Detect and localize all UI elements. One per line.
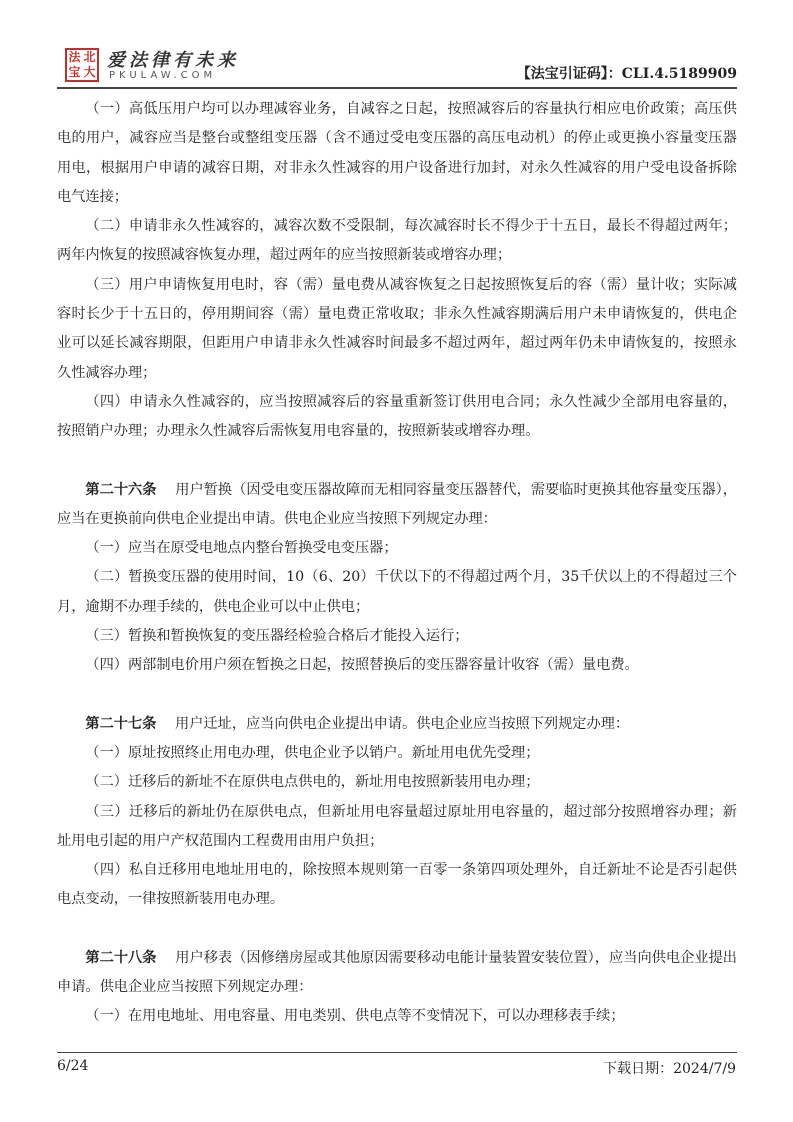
citation-code: 【法宝引证码】：CLI.4.5189909 bbox=[516, 66, 737, 82]
paragraph-text: 用户移表（因修缮房屋或其他原因需要移动电能计量装置安装位置），应当向供电企业提出申请。供电企业应当按照下列规定办理： bbox=[57, 949, 737, 996]
clause-paragraph bbox=[57, 768, 737, 797]
header-divider bbox=[57, 87, 737, 89]
page-number: 6/24 bbox=[57, 1058, 89, 1074]
clause-paragraph bbox=[57, 1002, 737, 1031]
paragraph-text: （二）迁移后的新址不在原供电点供电的，新址用电按照新装用电办理； bbox=[85, 774, 540, 791]
clause-paragraph bbox=[57, 651, 737, 680]
clause-paragraph bbox=[57, 212, 737, 271]
clause-paragraph bbox=[57, 622, 737, 651]
logo-url[interactable]: PKULAW.COM bbox=[109, 70, 217, 81]
paragraph-gap bbox=[57, 447, 737, 476]
logo-slogan: 爱法律有未来 bbox=[107, 50, 239, 71]
article-number: 第二十七条 bbox=[85, 715, 157, 732]
paragraph-text: （三）用户申请恢复用电时，容（需）量电费从减容恢复之日起按照恢复后的容（需）量计收；实际减容时长少于十五日的，停用期间容（需）量电费正常收取；非永久性减容期满后用户未申请恢复的，供电企业可以延长减容期限，但距用户申请非永久性减容时间最多不超过两年，超过两年仍未申请恢复的，按照永久性减容办理； bbox=[57, 276, 737, 381]
paragraph-text: （三）迁移后的新址仍在原供电点，但新址用电容量超过原址用电容量的，超过部分按照增容办理；新址用电引起的用户产权范围内工程费用由用户负担； bbox=[57, 803, 737, 849]
paragraph-gap bbox=[57, 681, 737, 710]
paragraph-text: 用户暂换（因受电变压器故障而无相同容量变压器替代，需要临时更换其他容量变压器），应当在更换前向供电企业提出申请。供电企业应当按照下列规定办理： bbox=[57, 481, 737, 527]
paragraph-text: （一）原址按照终止用电办理，供电企业予以销户。新址用电优先受理； bbox=[85, 744, 540, 761]
article-number: 第二十六条 bbox=[85, 481, 157, 498]
clause-paragraph bbox=[57, 798, 737, 857]
clause-paragraph bbox=[57, 271, 737, 388]
article-paragraph bbox=[57, 944, 737, 1003]
download-date: 下载日期：2024/7/9 bbox=[603, 1061, 736, 1077]
clause-paragraph bbox=[57, 95, 737, 212]
logo-char: 北 bbox=[83, 50, 96, 64]
article-paragraph bbox=[57, 476, 737, 535]
article-paragraph bbox=[57, 710, 737, 739]
clause-paragraph bbox=[57, 739, 737, 768]
pkulaw-seal-logo[interactable] bbox=[65, 48, 99, 82]
paragraph-text: （一）高低压用户均可以办理减容业务，自减容之日起，按照减容后的容量执行相应电价政策；高压供电的用户，减容应当是整台或整组变压器（含不通过受电变压器的高压电动机）的停止或更换小容量变压器用电，根据用户申请的减容日期，对非永久性减容的用户设备进行加封，对永久性减容的用户受电设备拆除电气连接； bbox=[57, 101, 737, 205]
logo-char: 大 bbox=[83, 65, 96, 79]
article-number: 第二十八条 bbox=[85, 949, 157, 966]
footer-divider bbox=[57, 1052, 737, 1053]
paragraph-gap bbox=[57, 915, 737, 944]
logo-char: 宝 bbox=[68, 65, 81, 79]
paragraph-text: （三）暂换和暂换恢复的变压器经检验合格后才能投入运行； bbox=[85, 628, 469, 645]
clause-paragraph bbox=[57, 534, 737, 563]
page-header bbox=[57, 40, 737, 86]
clause-paragraph bbox=[57, 856, 737, 915]
paragraph-text: 用户迁址，应当向供电企业提出申请。供电企业应当按照下列规定办理： bbox=[175, 715, 630, 732]
clause-paragraph bbox=[57, 563, 737, 622]
document-body bbox=[57, 95, 737, 1032]
logo-char: 法 bbox=[68, 50, 81, 64]
paragraph-text: （二）暂换变压器的使用时间，10（6、20）千伏以下的不得超过两个月，35千伏以上的不得超过三个月，逾期不办理手续的，供电企业可以中止供电； bbox=[57, 569, 737, 615]
paragraph-text: （四）两部制电价用户须在暂换之日起，按照替换后的变压器容量计收容（需）量电费。 bbox=[85, 657, 639, 674]
paragraph-text: （一）应当在原受电地点内整台暂换受电变压器； bbox=[85, 540, 398, 557]
paragraph-text: （四）私自迁移用电地址用电的，除按照本规则第一百零一条第四项处理外，自迁新址不论是否引起供电点变动，一律按照新装用电办理。 bbox=[57, 862, 737, 908]
paragraph-text: （二）申请非永久性减容的，减容次数不受限制，每次减容时长不得少于十五日，最长不得超过两年；两年内恢复的按照减容恢复办理，超过两年的应当按照新装或增容办理； bbox=[57, 218, 737, 264]
clause-paragraph bbox=[57, 388, 737, 447]
paragraph-text: （四）申请永久性减容的，应当按照减容后的容量重新签订供用电合同；永久性减少全部用电容量的，按照销户办理；办理永久性减容后需恢复用电容量的，按照新装或增容办理。 bbox=[57, 393, 737, 440]
paragraph-text: （一）在用电地址、用电容量、用电类别、供电点等不变情况下，可以办理移表手续； bbox=[85, 1008, 625, 1025]
